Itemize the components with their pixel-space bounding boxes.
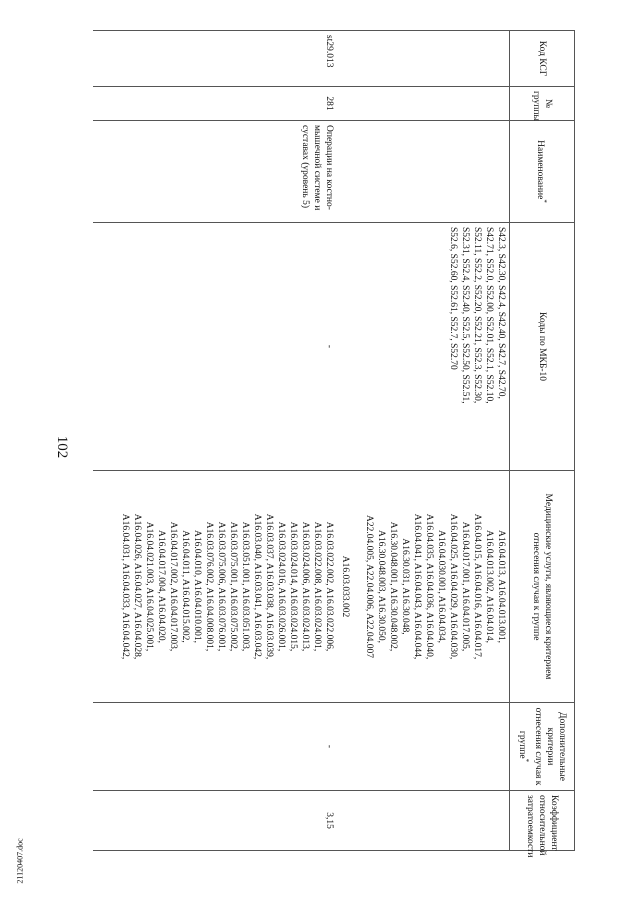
- cell-extra-criteria: -: [93, 703, 337, 791]
- table-header-row: [510, 31, 575, 851]
- rotated-table-wrapper: [105, 30, 575, 858]
- icd-codes-text: S42.3, S42.30, S42.4, S42.40, S42.7, S42.70, S42.71, S52.0, S52.00, S52.01, S52.1, S52.10, S52.11, S52.2, S52.20, S52.21, S52.3, S52.30, S52.31, S52.4, S52.40, S52.5, S52.50, S52.51, S52.6, S52.60, S52.61, S52.7, S52.70: [448, 227, 506, 404]
- page-number: 102: [54, 435, 70, 459]
- document-filename-text: 21120407.doc: [15, 838, 25, 884]
- cell-services: [93, 471, 337, 703]
- header-name-text: Наименование: [534, 140, 545, 200]
- header-coefficient: Коэффициент относительной затратоемкости: [510, 791, 575, 851]
- cell-coefficient: 3,15: [93, 791, 337, 851]
- header-services: Медицинские услуги, являющиеся критерием отнесения случая к группе: [510, 471, 575, 703]
- cell-group-no: 281: [93, 87, 337, 121]
- cell-icd-codes: -: [93, 223, 337, 471]
- header-name: [510, 121, 575, 223]
- cell-code: st29.013: [93, 31, 337, 87]
- table-row: [337, 31, 510, 851]
- header-extra-criteria-mark: *: [522, 758, 531, 763]
- cell-name: Операции на костно-мышечной системе и суставах (уровень 5): [93, 121, 337, 223]
- table-row: [93, 31, 337, 851]
- header-extra-criteria-text: Дополнительные критерии отнесения случая к группе: [516, 707, 568, 786]
- header-icd-codes: Коды по МКБ-10: [510, 223, 575, 471]
- header-name-mark: *: [540, 199, 549, 203]
- kcg-table: [93, 30, 575, 858]
- header-group-no: № группы: [510, 87, 575, 121]
- services-text: A16.03.022.002, A16.03.022.006, A16.03.022.008, A16.03.024.001, A16.03.024.006, A16.03.024.013, A16.03.024.014, A16.03.024.015, A16.03.024.016, A16.03.026.001, A16.03.037, A16.03.038, A16.03.039, A16.03.040, A16.03.041, A16.03.042, A16.03.051.001, A16.03.051.003, A16.03.075.001, A16.03.075.002, A16.03.075.006, A16.03.076.001, A16.03.076.002, A16.04.008.001, A16.04.010, A16.04.010.001, A16.04.011, A16.04.015.002, A16.04.017.002, A16.04.017.003, A16.04.017.004, A16.04.020, A16.04.021.003, A16.04.025.001, A16.04.026, A16.04.027, A16.04.028, A16.04.031, A16.04.033, A16.04.042,: [120, 513, 334, 660]
- cell-code: [337, 31, 510, 87]
- header-code: Код КСГ: [510, 31, 575, 87]
- cell-services: [337, 471, 510, 703]
- header-extra-criteria: [510, 703, 575, 791]
- cell-name: [337, 121, 510, 223]
- cell-icd-codes: [337, 223, 510, 471]
- cell-group-no: [337, 87, 510, 121]
- document-filename: [8, 838, 32, 884]
- services-text: A16.04.013, A16.04.013.001, A16.04.013.002, A16.04.014, A16.04.015, A16.04.016, A16.04.017, A16.04.017.001, A16.04.017.005, A16.04.025, A16.04.029, A16.04.030, A16.04.030.001, A16.04.034, A16.04.035, A16.04.036, A16.04.040, A16.04.041, A16.04.043, A16.04.044, A16.30.031, A16.30.048, A16.30.048.001, A16.30.048.002, A16.30.048.003, A16.30.050, A22.04.005, A22.04.006, A22.04.007 A16.03.033.002: [340, 513, 506, 660]
- cell-extra-criteria: [337, 703, 510, 791]
- cell-coefficient: [337, 791, 510, 851]
